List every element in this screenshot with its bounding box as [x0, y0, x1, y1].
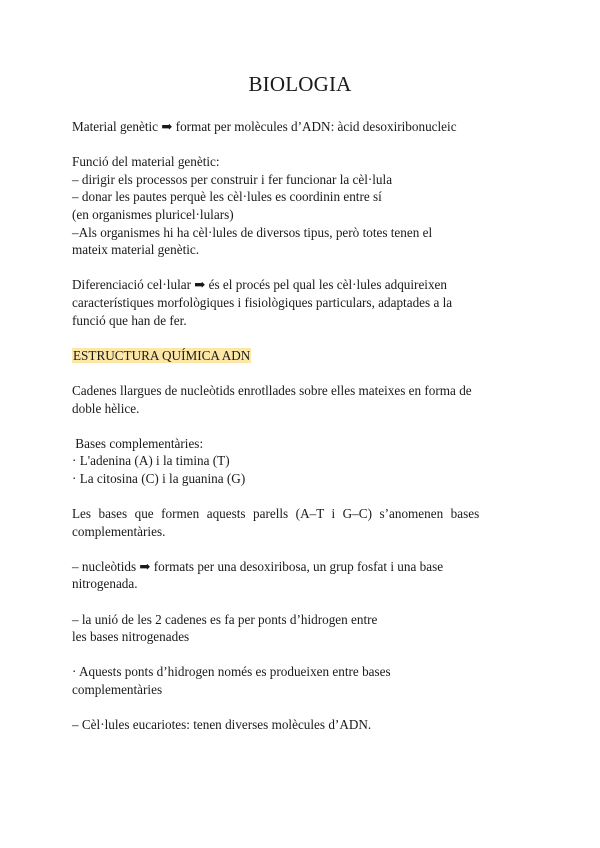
cadenes-line: Cadenes llargues de nucleòtids enrotllades sobre elles mateixes en forma de: [72, 382, 472, 398]
spacer: [72, 699, 528, 717]
diferenciacio-paragraph: [72, 276, 528, 329]
nucleotids-paragraph: [72, 558, 528, 593]
spacer: [72, 540, 528, 558]
eucariotes-line: – Cèl·lules eucariotes: tenen diverses molècules d’ADN.: [72, 717, 372, 733]
material-genetic-line: Material genètic ➡ format per molècules d’ADN: àcid desoxiribonucleic: [72, 119, 457, 134]
cadenes-paragraph: [72, 382, 528, 417]
bases-paragraph: [72, 435, 528, 488]
funcio-line: mateix material genètic.: [72, 242, 200, 258]
spacer: [72, 593, 528, 611]
funcio-line: – donar les pautes perquè les cèl·lules es coordinin entre sí: [72, 189, 382, 205]
ponts-line: complementàries: [72, 682, 163, 697]
page-title: BIOLOGIA: [248, 72, 352, 96]
spacer: [72, 646, 528, 664]
parells-paragraph: [72, 505, 528, 540]
nucleotids-line: – nucleòtids ➡ formats per una desoxiribosa, un grup fosfat i una base: [72, 558, 444, 574]
ponts-paragraph: [72, 663, 528, 698]
ponts-line: · Aquests ponts d’hidrogen només es produeixen entre bases: [72, 664, 391, 680]
spacer: [72, 487, 528, 505]
spacer: [72, 417, 528, 435]
funcio-line: – dirigir els processos per construir i fer funcionar la cèl·lula: [72, 171, 393, 187]
unio-paragraph: [72, 611, 528, 646]
nucleotids-line: nitrogenada.: [72, 576, 138, 592]
spacer: [72, 136, 528, 154]
bases-heading: Bases complementàries:: [72, 435, 204, 451]
parells-line: complementàries.: [72, 523, 166, 539]
section-heading-highlight: ESTRUCTURA QUÍMICA ADN: [73, 347, 251, 363]
spacer: [72, 329, 528, 347]
section-heading-paragraph: [72, 347, 528, 365]
funcio-line: (en organismes pluricel·lulars): [72, 206, 234, 222]
diferenciacio-line: Diferenciació cel·lular ➡ és el procés pel qual les cèl·lules adquireixen: [72, 277, 448, 293]
spacer: [72, 259, 528, 277]
unio-line: – la unió de les 2 cadenes es fa per ponts d’hidrogen entre: [72, 611, 378, 627]
eucariotes-paragraph: [72, 716, 528, 734]
unio-line: les bases nitrogenades: [72, 629, 190, 645]
funcio-line: –Als organismes hi ha cèl·lules de diversos tipus, però totes tenen el: [72, 224, 433, 240]
diferenciacio-line: característiques morfològiques i fisiològiques particulars, adaptades a la: [72, 294, 453, 310]
parells-line: Les bases que formen aquests parells (A–T i G–C) s’anomenen bases: [72, 506, 480, 522]
bases-item: · La citosina (C) i la guanina (G): [72, 470, 246, 486]
bases-item: · L'adenina (A) i la timina (T): [72, 453, 230, 469]
funcio-heading: Funció del material genètic:: [72, 154, 220, 170]
material-genetic-paragraph: [72, 118, 528, 136]
spacer: [72, 364, 528, 382]
funcio-paragraph: [72, 153, 528, 259]
document-body: [72, 118, 528, 734]
cadenes-line: doble hèlice.: [72, 400, 140, 416]
diferenciacio-line: funció que han de fer.: [72, 312, 187, 328]
